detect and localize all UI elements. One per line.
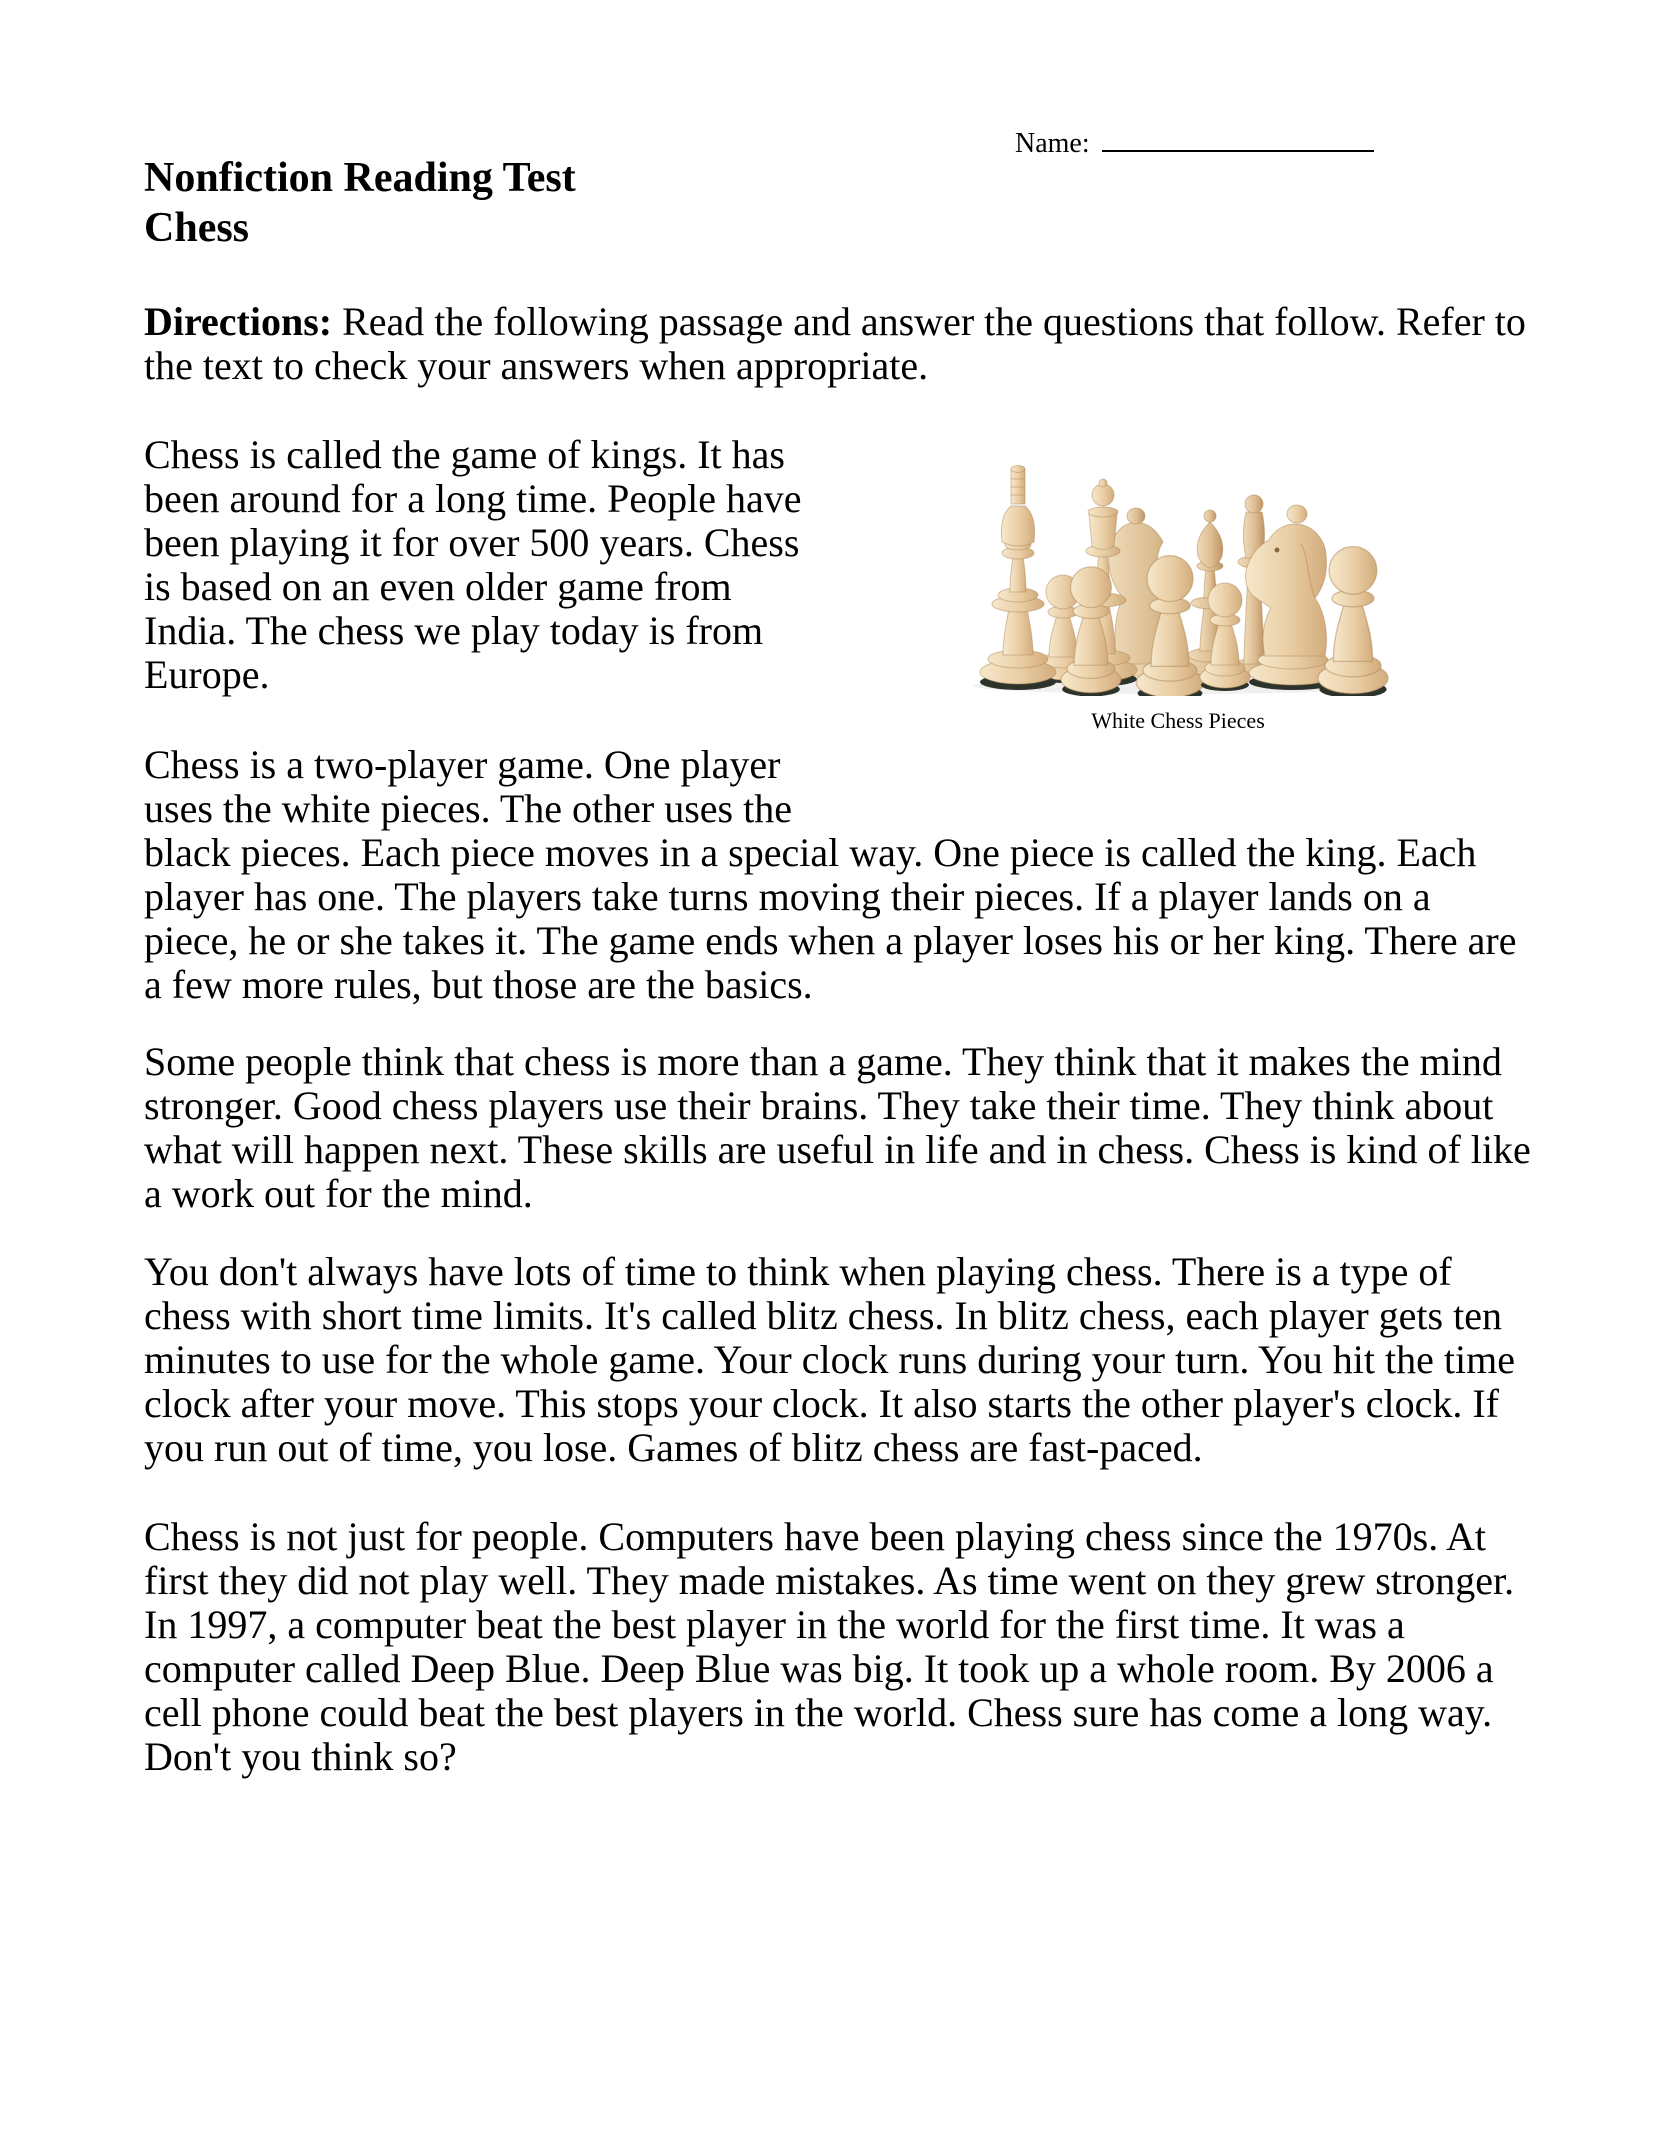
title-line-1: Nonfiction Reading Test	[144, 155, 576, 201]
name-label: Name:	[1015, 128, 1090, 159]
name-field-row	[1015, 122, 1374, 161]
text-line: Don't you think so?	[144, 1734, 457, 1779]
directions-label: Directions:	[144, 299, 333, 344]
text-line: Chess is a two-player game. One player	[144, 742, 781, 787]
text-line: been around for a long time. People have	[144, 476, 802, 521]
text-line: chess with short time limits. It's called blitz chess. In blitz chess, each player gets ten	[144, 1293, 1502, 1338]
paragraph-4	[144, 1250, 1564, 1470]
text-line: Europe.	[144, 652, 270, 697]
name-blank-line[interactable]	[1102, 122, 1374, 152]
paragraph-5	[144, 1515, 1564, 1779]
text-line: In 1997, a computer beat the best player in the world for the first time. It was a	[144, 1602, 1405, 1647]
text-line: black pieces. Each piece moves in a special way. One piece is called the king. Each	[144, 830, 1477, 875]
directions-line-2: the text to check your answers when appropriate.	[144, 343, 929, 388]
text-line: uses the white pieces. The other uses the	[144, 786, 792, 831]
paragraph-3	[144, 1040, 1564, 1216]
paragraph-2	[144, 743, 1564, 1007]
directions-text: Read the following passage and answer the questions that follow. Refer to	[332, 299, 1526, 344]
text-line: clock after your move. This stops your clock. It also starts the other player's clock. If	[144, 1381, 1499, 1426]
text-line: computer called Deep Blue. Deep Blue was big. It took up a whole room. By 2006 a	[144, 1646, 1494, 1691]
text-line: is based on an even older game from	[144, 564, 732, 609]
text-line: a few more rules, but those are the basics.	[144, 962, 813, 1007]
text-line: Some people think that chess is more than a game. They think that it makes the mind	[144, 1039, 1502, 1084]
text-line: India. The chess we play today is from	[144, 608, 764, 653]
directions-paragraph	[144, 300, 1564, 388]
text-line: piece, he or she takes it. The game ends when a player loses his or her king. There are	[144, 918, 1517, 963]
text-line: what will happen next. These skills are useful in life and in chess. Chess is kind of like	[144, 1127, 1531, 1172]
text-line: been playing it for over 500 years. Chess	[144, 520, 800, 565]
text-line: stronger. Good chess players use their brains. They take their time. They think about	[144, 1083, 1494, 1128]
text-line: first they did not play well. They made mistakes. As time went on they grew stronger.	[144, 1558, 1515, 1603]
text-line: a work out for the mind.	[144, 1171, 533, 1216]
passage-content	[144, 300, 1564, 1779]
text-line: minutes to use for the whole game. Your clock runs during your turn. You hit the time	[144, 1337, 1515, 1382]
text-line: player has one. The players take turns moving their pieces. If a player lands on a	[144, 874, 1431, 919]
text-line: Chess is called the game of kings. It has	[144, 432, 785, 477]
directions-line-1	[144, 300, 1564, 344]
title-line-2: Chess	[144, 205, 250, 251]
text-line: you run out of time, you lose. Games of blitz chess are fast-paced.	[144, 1425, 1203, 1470]
text-line: cell phone could beat the best players in the world. Chess sure has come a long way.	[144, 1690, 1493, 1735]
text-line: You don't always have lots of time to think when playing chess. There is a type of	[144, 1249, 1452, 1294]
page-title	[144, 153, 576, 253]
text-line: Chess is not just for people. Computers have been playing chess since the 1970s. At	[144, 1514, 1487, 1559]
figure-caption: White Chess Pieces	[1091, 708, 1265, 733]
paragraph-1	[144, 433, 1564, 697]
